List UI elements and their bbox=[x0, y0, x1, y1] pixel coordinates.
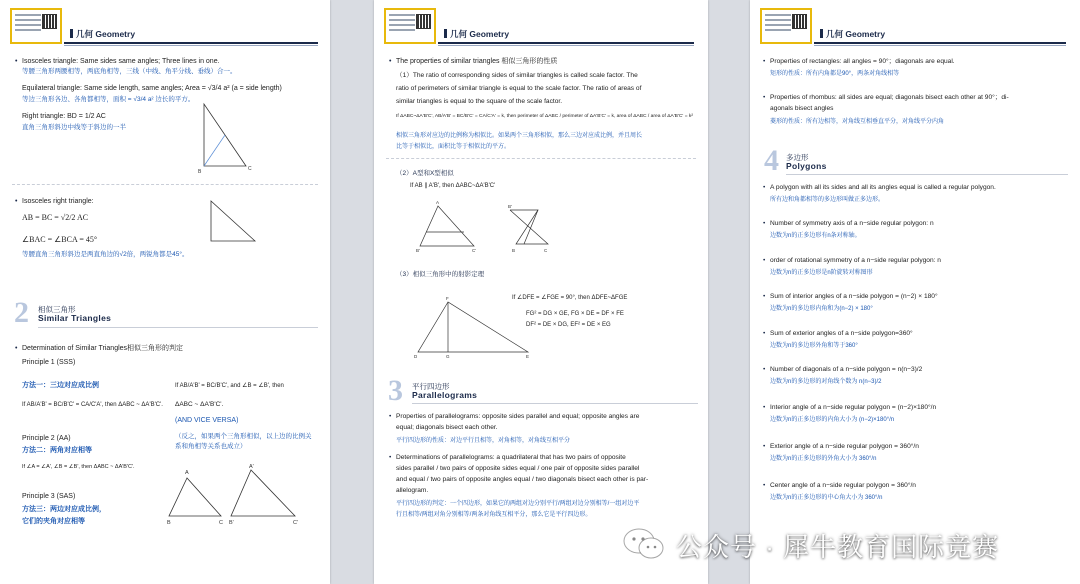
page-header: 几何 Geometry bbox=[444, 28, 509, 40]
qr-code-logo bbox=[10, 8, 62, 44]
right-triangle-figure bbox=[196, 100, 256, 175]
polygon-fact-7-zh: 边数为n的正多边形的内角大小为 (n−2)×180°/n bbox=[770, 417, 895, 423]
section-2-title-zh: 相似三角形 bbox=[38, 305, 76, 314]
prop3-math1: If ∠DFE = ∠FGE = 90°, then ΔDFE~ΔFGE bbox=[512, 295, 628, 301]
rhombus-line2: agonals bisect angles bbox=[770, 105, 834, 112]
svg-text:C': C' bbox=[293, 520, 299, 526]
method-1: 方法一：三边对应成比例 bbox=[22, 382, 99, 389]
polygon-fact-9-zh: 边数为n的正多边形的中心角大小为 360°/n bbox=[770, 495, 883, 501]
iso-right-eq2: ∠BAC = ∠BCA = 45° bbox=[22, 235, 98, 244]
rect-props-zh: 矩形的性质：所有内角都是90°，两条对角线相等 bbox=[770, 71, 900, 77]
prop1-line3: similar triangles is equal to the square of the scale factor. bbox=[396, 98, 563, 105]
section-2-title-en: Similar Triangles bbox=[38, 313, 112, 323]
projection-theorem-figure bbox=[412, 296, 532, 362]
para-det-line4: allelogram. bbox=[396, 487, 429, 494]
prop3-math2: FG² = DG × GE, FG × DE = DF × FE bbox=[526, 311, 624, 317]
header-rule-thin bbox=[814, 45, 1066, 46]
prop1-math: If ΔABC~ΔA'B'C', AB/A'B' = BC/B'C' = CA/C'A' = k, then perimeter of ΔABC / perimeter of ΔA'B'C' = k, area of ΔABC / area of ΔA'B'C' = k² bbox=[396, 114, 693, 119]
qr-code-logo bbox=[760, 8, 812, 44]
prop3-math3: DF² = DE × DG, EF² = DE × EG bbox=[526, 322, 611, 328]
rect-props: • Properties of rectangles: all angles = 90°；diagonals are equal. bbox=[770, 57, 1070, 67]
principle-1-title: Principle 1 (SSS) bbox=[22, 359, 76, 366]
section-3-title-zh: 平行四边形 bbox=[412, 382, 450, 391]
section-3-title-en: Parallelograms bbox=[412, 390, 478, 400]
section-2-rule bbox=[38, 327, 318, 328]
section-4-rule bbox=[786, 174, 1068, 175]
prop1-zh2: 比等于相似比，面积比等于相似比的平方。 bbox=[396, 144, 511, 150]
polygon-fact-9: • Center angle of a n−side regular polygon = 360°/n bbox=[770, 481, 1074, 491]
svg-text:B': B' bbox=[229, 520, 234, 526]
para-props-line2: equal; diagonals bisect each other. bbox=[396, 424, 498, 431]
vice-versa: (AND VICE VERSA) bbox=[175, 417, 239, 424]
polygon-fact-4-zh: 边数为n的多边形内角和为(n−2) × 180° bbox=[770, 306, 873, 312]
polygon-fact-1: • A polygon with all its sides and all its angles equal is called a regular polygon. bbox=[770, 183, 1074, 193]
prop3-title: （3）相似三角形中的射影定理 bbox=[396, 271, 485, 278]
para-det-zh2: 行且相等/两组对角分别相等/两条对角线互相平分，那么它是平行四边形。 bbox=[396, 512, 592, 518]
svg-text:C: C bbox=[248, 166, 252, 172]
polygon-fact-5: • Sum of exterior angles of a n−side polygon=360° bbox=[770, 329, 1074, 339]
svg-text:C: C bbox=[219, 520, 223, 526]
page-3 bbox=[750, 0, 1080, 584]
right-tri-zh: 直角三角形斜边中线等于斜边的一半 bbox=[22, 124, 126, 131]
page-header: 几何 Geometry bbox=[820, 28, 885, 40]
page-2 bbox=[374, 0, 708, 584]
svg-text:G: G bbox=[446, 354, 450, 359]
svg-text:C: C bbox=[544, 248, 548, 253]
equi-tri-text: Equilateral triangle: Same side length, same angles; Area = √3/4 a² (a = side length) bbox=[22, 85, 282, 92]
para-props-zh: 平行四边形的性质：对边平行且相等，对角相等，对角线互相平分 bbox=[396, 438, 571, 444]
header-rule-thin bbox=[64, 45, 318, 46]
polygon-fact-4: • Sum of interior angles of a n−side polygon = (n−2) × 180° bbox=[770, 292, 1074, 302]
para-det-zh1: 平行四边形的判定：一个四边形，如果它的两组对边分别平行/两组对边分别相等/一组对边平 bbox=[396, 501, 640, 507]
polygon-fact-8-zh: 边数为n的正多边形的外角大小为 360°/n bbox=[770, 456, 877, 462]
section-3-number: 3 bbox=[388, 374, 403, 407]
section-2-number: 2 bbox=[14, 296, 29, 329]
method-1-math: If AB/A'B' = BC/B'C' = CA/C'A', then ΔABC ~ ΔA'B'C'. bbox=[22, 402, 163, 408]
polygon-fact-2: • Number of symmetry axis of a n−side regular polygon: n bbox=[770, 219, 1074, 229]
method-3-line1: 方法三：两边对应成比例， bbox=[22, 506, 106, 513]
page-1 bbox=[0, 0, 330, 584]
section-4-title-zh: 多边形 bbox=[786, 153, 809, 162]
props-heading: • The properties of similar triangles 相似三角形的性质 bbox=[396, 57, 696, 67]
rhombus-line1: • Properties of rhombus: all sides are equal; diagonals bisect each other at 90°；di- bbox=[770, 93, 1074, 103]
iso-right-text: • Isosceles right triangle: bbox=[22, 197, 222, 207]
prop1-line2: ratio of perimeters of similar triangle is equal to the scale factor. The ratio of areas of bbox=[396, 85, 642, 92]
sas-then: ΔABC ~ ΔA'B'C'. bbox=[175, 401, 224, 408]
para-det-line2: sides parallel / two pairs of opposite sides equal / one pair of opposite sides parallel bbox=[396, 465, 640, 472]
polygon-fact-6-zh: 边数为n的多边形的对角线个数为 n(n−3)/2 bbox=[770, 379, 882, 385]
divider bbox=[12, 184, 318, 185]
vice-versa-zh: （反之，如果两个三角形相似，以上边的比例关系和角相等关系也成立） bbox=[175, 433, 312, 450]
header-rule bbox=[814, 42, 1066, 44]
section-4-title-en: Polygons bbox=[786, 161, 827, 171]
svg-text:B: B bbox=[512, 248, 516, 253]
wechat-icon bbox=[622, 526, 666, 562]
iso-right-triangle-figure bbox=[205, 197, 265, 247]
polygon-fact-1-zh: 所有边和角都相等的多边形叫做正多边形。 bbox=[770, 197, 885, 203]
header-rule-thin bbox=[438, 45, 694, 46]
iso-tri-text: • Isosceles triangle: Same sides same angles; Three lines in one. bbox=[22, 57, 322, 67]
method-3-line2: 它们的夹角对应相等 bbox=[22, 518, 85, 525]
similar-triangles-figure bbox=[165, 462, 310, 528]
prop1-zh1: 相似三角形对应边的比例称为相似比。如果两个三角形相似，那么三边对应成比例，并且周长 bbox=[396, 133, 643, 139]
page-header: 几何 Geometry bbox=[70, 28, 135, 40]
rhombus-zh: 菱形的性质：所有边相等，对角线互相垂直平分，对角线平分内角 bbox=[770, 119, 945, 125]
polygon-fact-5-zh: 边数为n的多边形外角和等于360° bbox=[770, 343, 858, 349]
svg-text:A': A' bbox=[249, 464, 254, 470]
right-tri-text: Right triangle: BD = 1/2 AC bbox=[22, 113, 106, 120]
equi-tri-zh: 等边三角形各边、各角都相等，面积 = √3/4 a² 边长的平方。 bbox=[22, 96, 195, 103]
principle-2-title: Principle 2 (AA) bbox=[22, 435, 71, 442]
svg-text:B': B' bbox=[416, 248, 420, 253]
svg-text:B: B bbox=[198, 169, 202, 175]
polygon-fact-3-zh: 边数为n的正多边形是n阶旋转对称图形 bbox=[770, 270, 873, 276]
prop1-line1: （1）The ratio of corresponding sides of similar triangles is called scale factor. The bbox=[396, 72, 638, 79]
method-2: 方法二：两角对应相等 bbox=[22, 447, 92, 454]
method-2-math: If ∠A = ∠A', ∠B = ∠B', then ΔABC ~ ΔA'B'C'. bbox=[22, 464, 135, 470]
svg-text:A: A bbox=[185, 470, 189, 476]
section-4-number: 4 bbox=[764, 144, 779, 177]
polygon-fact-8: • Exterior angle of a n−side regular polygon = 360°/n bbox=[770, 442, 1074, 452]
qr-code-logo bbox=[384, 8, 436, 44]
polygon-fact-3: • order of rotational symmetry of a n−side regular polygon: n bbox=[770, 256, 1074, 266]
prop2-math: If AB ∥ A'B', then ΔABC~ΔA'B'C' bbox=[410, 183, 496, 189]
svg-text:B: B bbox=[167, 520, 171, 526]
iso-right-eq1: AB = BC = √2/2 AC bbox=[22, 213, 89, 222]
polygon-fact-6: • Number of diagonals of a n−side polygon = n(n−3)/2 bbox=[770, 365, 1074, 375]
para-det-line3: and equal / two pairs of opposite angles equal / two diagonals bisect each other is par- bbox=[396, 476, 649, 483]
section-3-rule bbox=[412, 403, 698, 404]
determination-heading: • Determination of Similar Triangles相似三角形的判定 bbox=[22, 344, 322, 354]
prop2-title: （2）A型和X型相似 bbox=[396, 170, 454, 177]
a-type-x-type-figure bbox=[410, 200, 550, 258]
polygon-fact-2-zh: 边数为n的正多边形有n条对称轴。 bbox=[770, 233, 861, 239]
svg-text:D: D bbox=[414, 354, 418, 359]
svg-text:A: A bbox=[436, 200, 440, 205]
sas-condition: If AB/A'B' = BC/B'C', and ∠B = ∠B', then bbox=[175, 383, 284, 389]
polygon-fact-7: • Interior angle of a n−side regular polygon = (n−2)×180°/n bbox=[770, 403, 1074, 413]
svg-text:C': C' bbox=[472, 248, 477, 253]
svg-text:B': B' bbox=[508, 204, 512, 209]
para-det-line1: • Determinations of parallelograms: a quadrilateral that has two pairs of opposite bbox=[396, 453, 702, 463]
iso-tri-zh: 等腰三角形两腰相等，两底角相等，三线（中线、角平分线、垂线）合一。 bbox=[22, 68, 237, 75]
header-rule bbox=[64, 42, 318, 44]
divider bbox=[386, 158, 696, 159]
watermark-text: 公众号 · 犀牛教育国际竞赛 bbox=[676, 532, 1000, 562]
iso-right-zh: 等腰直角三角形斜边是两直角边的√2倍，两锐角都是45°。 bbox=[22, 251, 189, 258]
svg-text:E: E bbox=[526, 354, 530, 359]
principle-3-title: Principle 3 (SAS) bbox=[22, 493, 76, 500]
header-rule bbox=[438, 42, 694, 44]
svg-text:F: F bbox=[446, 296, 449, 301]
para-props-line1: • Properties of parallelograms: opposite sides parallel and equal; opposite angles are bbox=[396, 412, 702, 422]
